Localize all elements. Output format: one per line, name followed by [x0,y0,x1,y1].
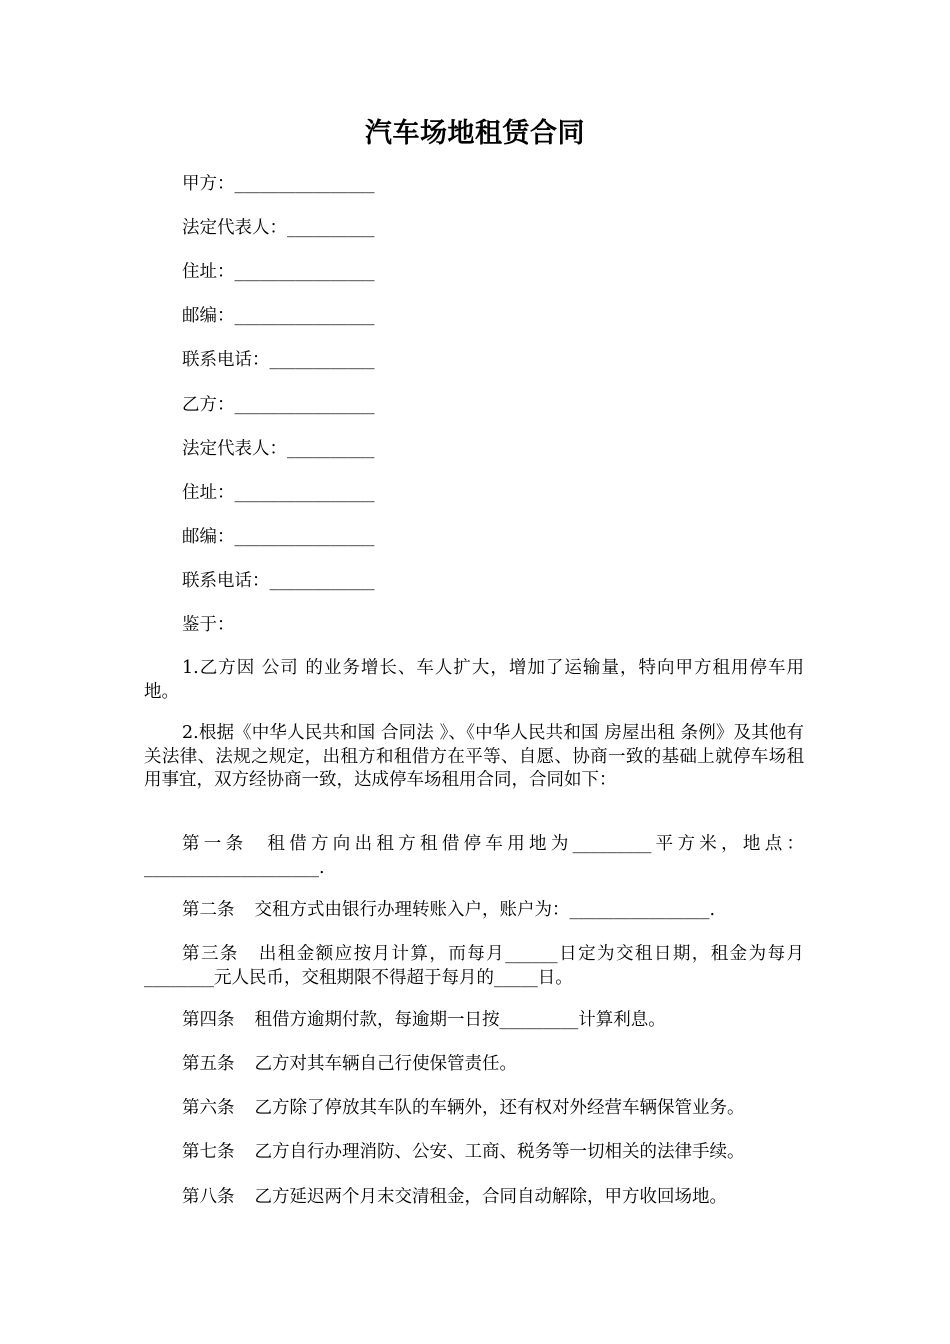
article-number: 第六条 [182,1098,235,1118]
document-title: 汽车场地租赁合同 [365,118,585,149]
article-text: 乙方延迟两个月末交清租金，合同自动解除，甲方收回场地。 [254,1187,727,1207]
party-b-address-field: 住址：________________ [182,483,375,503]
article-5 [144,1053,804,1077]
article-number: 第三条 [182,944,239,964]
article-number: 第八条 [182,1187,235,1207]
article-text: 租借方逾期付款，每逾期一日按_________计算利息。 [254,1010,666,1030]
party-b-name-field: 乙方：________________ [182,395,375,415]
article-number: 第五条 [182,1054,235,1074]
whereas-item-2: 2.根据《中华人民共和国 合同法 》、《中华人民共和国 房屋出租 条例》及其他有关法律、法规之规定，出租方和租借方在平等、自愿、协商一致的基础上就停车场租用事宜，双方经协商一致，达成停车场租用合同，合同如下： [144,723,804,790]
party-a-phone-field: 联系电话：____________ [182,350,375,370]
party-a-postcode-field: 邮编：________________ [182,306,375,326]
article-4 [144,1009,804,1033]
whereas-heading: 鉴于： [182,615,235,635]
article-3 [144,943,804,990]
article-2 [144,899,804,923]
article-text: 乙方除了停放其车队的车辆外，还有权对外经营车辆保管业务。 [254,1098,745,1118]
article-8 [144,1186,804,1210]
article-7 [144,1141,804,1165]
article-number: 第七条 [182,1142,235,1162]
article-text: 交租方式由银行办理转账入户，账户为：________________. [254,900,716,920]
party-b-phone-field: 联系电话：____________ [182,571,375,591]
party-b-representative-field: 法定代表人：__________ [182,439,375,459]
article-1 [144,833,804,880]
article-text: 租借方向出租方租借停车用地为_________平方米，地点：____________________. [144,834,804,878]
party-a-address-field: 住址：________________ [182,262,375,282]
whereas-item-1: 1.乙方因 公司 的业务增长、车人扩大，增加了运输量，特向甲方租用停车用地。 [144,658,804,702]
party-b-postcode-field: 邮编：________________ [182,527,375,547]
party-a-name-field: 甲方：________________ [182,174,375,194]
article-number: 第二条 [182,900,235,920]
article-number: 第四条 [182,1010,235,1030]
party-a-representative-field: 法定代表人：__________ [182,218,375,238]
article-text: 出租金额应按月计算，而每月______日定为交租日期，租金为每月________元人民币，交租期限不得超于每月的_____日。 [144,944,805,988]
article-text: 乙方对其车辆自己行使保管责任。 [254,1054,517,1074]
article-6 [144,1097,804,1121]
article-number: 第一条 [182,834,248,854]
article-text: 乙方自行办理消防、公安、工商、税务等一切相关的法律手续。 [254,1142,745,1162]
